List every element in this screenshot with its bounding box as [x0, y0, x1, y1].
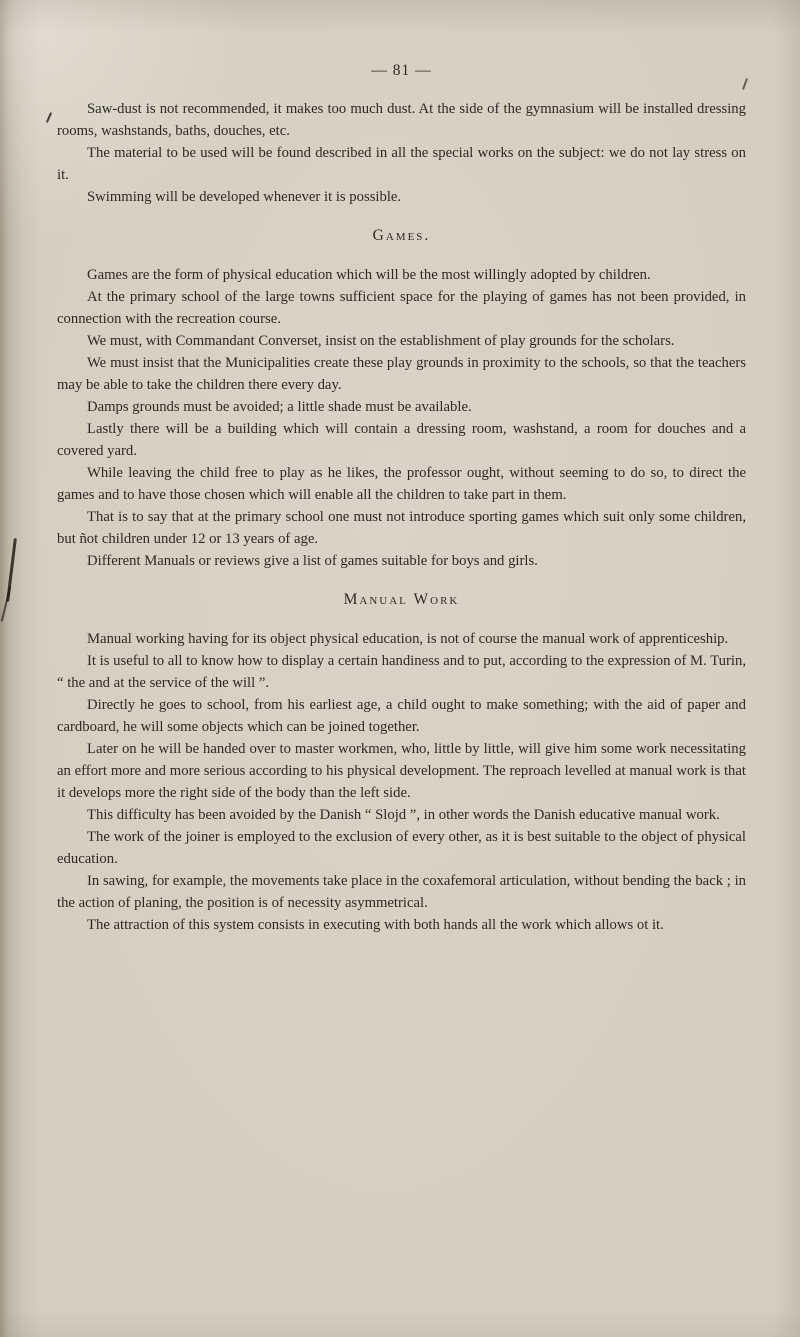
paragraph: The work of the joiner is employed to the exclusion of every other, as it is best suitable to the object of physical education. — [57, 829, 746, 867]
paragraph: Games are the form of physical education which will be the most willingly adopted by children. — [87, 267, 651, 283]
paragraph: Swimming will be developed whenever it is possible. — [87, 189, 402, 205]
page-number: — 81 — — [371, 62, 432, 79]
paragraph: It is useful to all to know how to display a certain handiness and to put, according to the expression of M. Turin, “ the and at the service of the will ”. — [57, 653, 746, 691]
paragraph: That is to say that at the primary school one must not introduce sporting games which suit only some children, but ñot children under 12 or 13 years of age. — [57, 509, 746, 547]
paragraph: While leaving the child free to play as he likes, the professor ought, without seeming to do so, to direct the games and to have those chosen which will enable all the children to take part in them. — [57, 465, 746, 503]
paragraph: Directly he goes to school, from his earliest age, a child ought to make something; with the aid of paper and cardboard, he will some objects which can be joined together. — [57, 697, 746, 735]
paragraph: Damps grounds must be avoided; a little shade must be available. — [87, 399, 472, 415]
page-content — [57, 62, 746, 936]
paragraph: At the primary school of the large towns sufficient space for the playing of games has not been provided, in connection with the recreation course. — [57, 289, 746, 327]
paragraph: Saw-dust is not recommended, it makes too much dust. At the side of the gymnasium will be installed dressing rooms, washstands, baths, douches, etc. — [57, 101, 746, 139]
paragraph: Later on he will be handed over to master workmen, who, little by little, will give him some work necessitating an effort more and more serious according to his physical development. The reproach levelled at manual work is that it develops more the right side of the body than the left side. — [57, 741, 746, 801]
ink-mark — [1, 586, 12, 621]
paragraph: In sawing, for example, the movements take place in the coxafemoral articulation, without bending the back ; in the action of planing, the position is of necessity asymmetrical. — [57, 873, 746, 911]
section-manual-work — [57, 589, 746, 936]
paragraph: The attraction of this system consists in executing with both hands all the work which allows ot it. — [87, 917, 664, 933]
paragraph: Lastly there will be a building which will contain a dressing room, washstand, a room for douches and a covered yard. — [57, 421, 746, 459]
section-heading-games: Games. — [372, 227, 431, 244]
paragraph: This difficulty has been avoided by the Danish “ Slojd ”, in other words the Danish educative manual work. — [87, 807, 720, 823]
section-games — [57, 225, 746, 572]
section-intro — [57, 98, 746, 208]
paragraph: We must, with Commandant Converset, insist on the establishment of play grounds for the scholars. — [87, 333, 675, 349]
paragraph: We must insist that the Municipalities create these play grounds in proximity to the schools, so that the teachers may be able to take the children there every day. — [57, 355, 746, 393]
paragraph: Different Manuals or reviews give a list of games suitable for boys and girls. — [87, 553, 538, 569]
section-heading-manual-work: Manual Work — [343, 591, 460, 608]
ink-mark — [46, 112, 52, 123]
paragraph: Manual working having for its object physical education, is not of course the manual work of apprenticeship. — [87, 631, 729, 647]
paragraph: The material to be used will be found described in all the special works on the subject: we do not lay stress on it. — [57, 145, 746, 183]
